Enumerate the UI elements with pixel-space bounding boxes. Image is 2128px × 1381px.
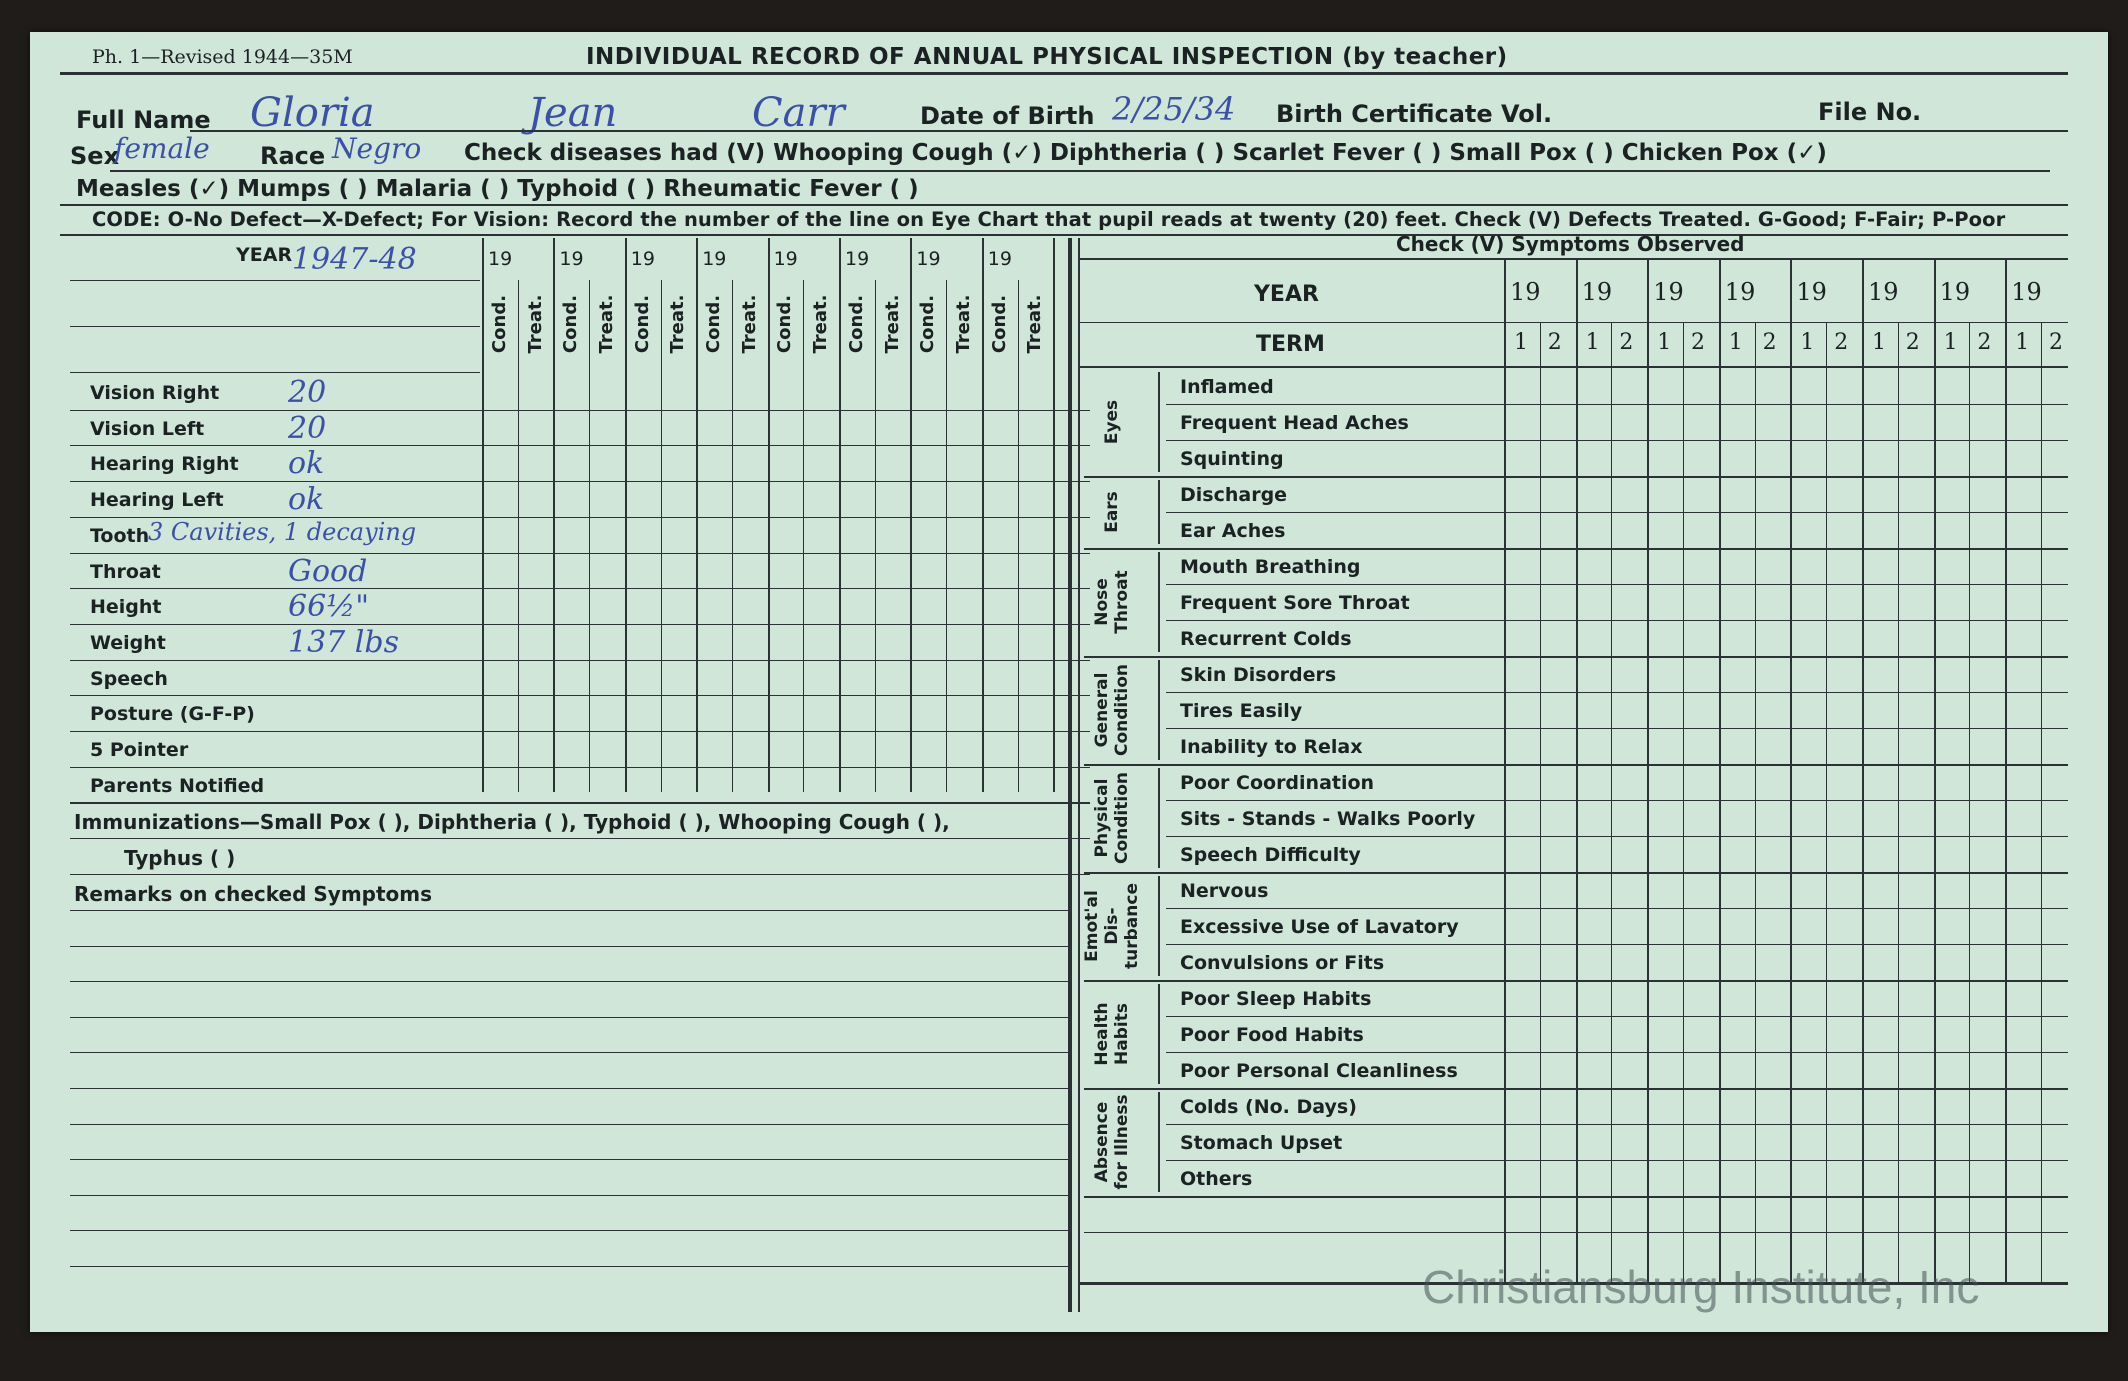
symptom-rule: [1084, 656, 2068, 658]
sex-value: female: [114, 132, 210, 165]
left-year-value: 1947-48: [292, 242, 417, 277]
row-label: Hearing Right: [90, 453, 239, 476]
right-col-year: 19: [1581, 278, 1613, 306]
group-separator: [1158, 768, 1160, 868]
symptom-rule: [1084, 1232, 2068, 1233]
row-label: Height: [90, 596, 162, 619]
symptom-item: Skin Disorders: [1180, 664, 1337, 686]
row-rule: [70, 481, 1090, 482]
remark-line: [70, 1088, 1070, 1089]
symptom-rule: [1166, 1160, 2068, 1161]
title-rule: [60, 72, 2068, 75]
symptom-rule: [1166, 728, 2068, 729]
left-col-mid-divider: [803, 280, 804, 792]
row-value: ok: [288, 446, 325, 482]
symptom-group-label: General Condition: [1092, 664, 1132, 756]
cond-header: Cond.: [774, 294, 796, 354]
left-col-divider: [1053, 238, 1055, 792]
remark-line: [70, 1159, 1070, 1160]
right-col-divider: [1719, 260, 1721, 1282]
left-col-year: 19: [916, 248, 941, 270]
symptom-item: Speech Difficulty: [1180, 844, 1361, 866]
right-col-mid-divider: [1969, 322, 1970, 1282]
right-top-rule: [1078, 258, 2068, 260]
code-line: CODE: O-No Defect—X-Defect; For Vision: Record the number of the line on Eye Chart that pupil reads at twenty (20) feet. Check (V) Defects Treated. G-Good; F-Fair; P-Poor: [92, 208, 2006, 231]
symptom-group-label: Absence for Illness: [1092, 1094, 1132, 1190]
symptom-item: Excessive Use of Lavatory: [1180, 916, 1459, 938]
year-term-rule: [1078, 322, 1540, 323]
cond-header: Cond.: [703, 294, 725, 354]
remark-line: [70, 1230, 1070, 1231]
cond-header: Cond.: [488, 294, 510, 354]
cond-header: Cond.: [631, 294, 653, 354]
name-rule: [190, 130, 2068, 132]
symptom-group-label: Eyes: [1102, 399, 1122, 445]
symptom-group-label: Emot'al Dis-turbance: [1082, 883, 1142, 969]
left-rule: [70, 326, 480, 327]
treat-header: Treat.: [524, 294, 546, 354]
row-label: Parents Notified: [90, 774, 265, 797]
symptom-rule: [1084, 872, 2068, 874]
row-label: Weight: [90, 631, 166, 654]
row-label: Hearing Left: [90, 489, 224, 512]
row-value: Good: [288, 553, 368, 589]
right-col-divider: [1934, 260, 1936, 1282]
symptom-rule: [1084, 764, 2068, 766]
sex-label: Sex: [70, 142, 120, 170]
symptom-rule: [1166, 1124, 2068, 1125]
row-rule: [70, 588, 1090, 589]
left-col-mid-divider: [1018, 280, 1019, 792]
remark-line: [70, 910, 1070, 911]
term-2: 2: [1834, 330, 1849, 355]
right-col-divider: [2005, 260, 2007, 1282]
left-col-divider: [482, 238, 484, 792]
symptom-item: Nervous: [1180, 880, 1269, 902]
left-col-divider: [982, 238, 984, 792]
left-year-label: YEAR: [236, 244, 293, 266]
treat-header: Treat.: [952, 294, 974, 354]
immun-rule: [70, 874, 1090, 875]
symptom-rule: [1166, 404, 2068, 405]
left-col-mid-divider: [661, 280, 662, 792]
right-col-year: 19: [2011, 278, 2042, 306]
dob-label: Date of Birth: [920, 102, 1095, 130]
left-col-year: 19: [845, 248, 870, 270]
right-col-divider: [1647, 260, 1649, 1282]
dob-value: 2/25/34: [1112, 90, 1236, 128]
row-value: 137 lbs: [288, 624, 399, 660]
remark-line: [70, 946, 1070, 947]
left-col-mid-divider: [732, 280, 733, 792]
term-2: 2: [2049, 330, 2063, 355]
treat-header: Treat.: [738, 294, 760, 354]
code-rule: [60, 234, 2068, 236]
left-col-mid-divider: [946, 280, 947, 792]
file-no-label: File No.: [1818, 98, 1922, 126]
group-separator: [1158, 372, 1160, 472]
left-col-mid-divider: [589, 280, 590, 792]
left-rule: [70, 280, 480, 281]
symptom-group-label: Physical Condition: [1092, 772, 1132, 864]
remark-line: [70, 1052, 1070, 1053]
symptom-rule: [1166, 1016, 2068, 1017]
left-col-year: 19: [488, 248, 513, 270]
left-col-year: 19: [559, 248, 584, 270]
left-col-mid-divider: [875, 280, 876, 792]
symptom-item: Poor Food Habits: [1180, 1024, 1364, 1046]
right-year-label: YEAR: [1254, 282, 1319, 307]
symptom-item: Poor Sleep Habits: [1180, 988, 1372, 1010]
symptom-rule: [1166, 620, 2068, 621]
symptom-item: Frequent Head Aches: [1180, 412, 1409, 434]
term-1: 1: [2015, 330, 2030, 355]
remark-line: [70, 1195, 1070, 1196]
right-col-mid-divider: [1611, 322, 1612, 1282]
right-col-year: 19: [1868, 278, 1899, 306]
group-separator: [1158, 480, 1160, 544]
left-rule: [70, 372, 480, 373]
row-label: Tooth: [90, 524, 150, 547]
check-symptoms-header: Check (V) Symptoms Observed: [1396, 232, 1745, 256]
remark-line: [70, 1124, 1070, 1125]
symptom-rule: [1166, 908, 2068, 909]
immun-rule: [70, 838, 1090, 839]
term-rule: [1078, 366, 2068, 368]
symptom-item: Inability to Relax: [1180, 736, 1363, 758]
rows-end-rule: [70, 802, 1090, 804]
left-col-year: 19: [630, 248, 655, 270]
watermark: Christiansburg Institute, Inc: [1422, 1261, 1980, 1313]
symptom-rule: [1084, 1088, 2068, 1090]
birth-cert-label: Birth Certificate Vol.: [1276, 100, 1553, 128]
left-col-divider: [696, 238, 698, 792]
year-term-rule: [1504, 322, 2068, 323]
full-name-label: Full Name: [76, 106, 211, 134]
symptom-item: Stomach Upset: [1180, 1132, 1343, 1154]
symptom-rule: [1084, 476, 2068, 478]
row-label: Vision Left: [90, 417, 205, 440]
remark-line: [70, 981, 1070, 982]
term-2: 2: [1547, 330, 1562, 355]
immunizations-line-1: Immunizations—Small Pox ( ), Diphtheria ( ), Typhoid ( ), Whooping Cough ( ),: [74, 810, 950, 834]
right-col-mid-divider: [1683, 322, 1684, 1282]
left-col-divider: [768, 238, 770, 792]
symptom-group-label: Nose Throat: [1092, 570, 1132, 634]
right-col-year: 19: [1653, 278, 1684, 306]
record-card: [30, 32, 2108, 1332]
treat-header: Treat.: [881, 294, 903, 354]
row-rule: [70, 660, 1090, 661]
left-col-year: 19: [773, 248, 798, 270]
symptom-rule: [1084, 1196, 2068, 1198]
symptom-rule: [1166, 440, 2068, 441]
race-label: Race: [260, 142, 326, 170]
term-1: 1: [1872, 330, 1886, 355]
right-col-divider: [1504, 260, 1506, 1282]
term-2: 2: [1619, 330, 1634, 355]
left-col-mid-divider: [518, 280, 519, 792]
treat-header: Treat.: [595, 294, 617, 354]
row-value: 3 Cavities, 1 decaying: [148, 517, 417, 546]
term-1: 1: [1657, 330, 1672, 355]
right-col-mid-divider: [1540, 322, 1541, 1282]
row-rule: [70, 553, 1090, 554]
cond-header: Cond.: [988, 294, 1010, 354]
sex-rule: [110, 170, 2050, 172]
left-col-divider: [553, 238, 555, 792]
term-2: 2: [1691, 330, 1705, 355]
row-rule: [70, 445, 1090, 446]
row-value: 20: [288, 375, 327, 410]
name-first: Gloria: [250, 90, 375, 136]
row-rule: [70, 624, 1090, 625]
term-2: 2: [1905, 330, 1920, 355]
term-1: 1: [1514, 330, 1528, 355]
right-col-mid-divider: [1755, 322, 1756, 1282]
term-1: 1: [1943, 330, 1958, 355]
left-col-divider: [625, 238, 627, 792]
row-rule: [70, 731, 1090, 732]
right-col-divider: [1862, 260, 1864, 1282]
symptom-item: Others: [1180, 1168, 1253, 1190]
symptom-rule: [1166, 800, 2068, 801]
symptom-rule: [1166, 1052, 2068, 1053]
symptom-item: Inflamed: [1180, 376, 1274, 398]
row-rule: [70, 410, 1090, 411]
form-title: INDIVIDUAL RECORD OF ANNUAL PHYSICAL INSPECTION (by teacher): [586, 44, 1508, 70]
group-separator: [1158, 1092, 1160, 1192]
right-col-year: 19: [1939, 278, 1971, 306]
term-1: 1: [1585, 330, 1600, 355]
immunizations-line-2: Typhus ( ): [124, 846, 236, 870]
term-1: 1: [1728, 330, 1743, 355]
group-separator: [1158, 552, 1160, 652]
symptom-item: Frequent Sore Throat: [1180, 592, 1410, 614]
symptom-item: Convulsions or Fits: [1180, 952, 1385, 974]
right-col-mid-divider: [1826, 322, 1827, 1282]
remarks-label: Remarks on checked Symptoms: [74, 882, 433, 906]
left-col-year: 19: [702, 248, 727, 270]
treat-header: Treat.: [810, 294, 832, 354]
treat-header: Treat.: [667, 294, 689, 354]
center-divider-2: [1078, 238, 1080, 1312]
right-col-divider: [1790, 260, 1792, 1282]
remark-line: [70, 1017, 1070, 1018]
symptom-rule: [1084, 980, 2068, 982]
group-separator: [1158, 984, 1160, 1084]
symptom-rule: [1166, 584, 2068, 585]
symptom-item: Poor Personal Cleanliness: [1180, 1060, 1458, 1082]
group-separator: [1158, 876, 1160, 976]
symptom-item: Sits - Stands - Walks Poorly: [1180, 808, 1476, 830]
diseases-line-2: Measles (✓) Mumps ( ) Malaria ( ) Typhoid ( ) Rheumatic Fever ( ): [76, 176, 919, 202]
symptom-item: Recurrent Colds: [1180, 628, 1352, 650]
cond-header: Cond.: [560, 294, 582, 354]
row-value: ok: [288, 482, 325, 518]
measles-rule: [60, 204, 2068, 206]
row-label: Throat: [90, 560, 161, 583]
symptom-item: Tires Easily: [1180, 700, 1303, 722]
row-rule: [70, 767, 1090, 768]
right-term-label: TERM: [1256, 332, 1325, 357]
symptom-rule: [1166, 692, 2068, 693]
right-col-year: 19: [1510, 278, 1541, 306]
symptom-item: Ear Aches: [1180, 520, 1286, 542]
race-value: Negro: [332, 132, 422, 165]
row-label: Posture (G-F-P): [90, 703, 255, 726]
cond-header: Cond.: [845, 294, 867, 354]
row-value: 66½": [288, 589, 370, 625]
left-col-divider: [910, 238, 912, 792]
symptom-rule: [1166, 836, 2068, 837]
row-label: Speech: [90, 667, 168, 690]
symptom-group-label: Health Habits: [1092, 1002, 1132, 1066]
symptom-rule: [1166, 944, 2068, 945]
symptom-item: Poor Coordination: [1180, 772, 1375, 794]
row-value: 20: [288, 410, 327, 446]
right-col-year: 19: [1724, 278, 1756, 306]
left-col-divider: [839, 238, 841, 792]
treat-header: Treat.: [1024, 294, 1046, 354]
term-1: 1: [1800, 330, 1815, 355]
form-number: Ph. 1—Revised 1944—35M: [92, 46, 353, 68]
symptom-rule: [1166, 512, 2068, 513]
diseases-line-1: Check diseases had (V) Whooping Cough (✓) Diphtheria ( ) Scarlet Fever ( ) Small Pox ( ) Chicken Pox (✓): [464, 140, 1827, 166]
row-label: Vision Right: [90, 382, 220, 404]
term-2: 2: [1977, 330, 1992, 355]
symptom-item: Colds (No. Days): [1180, 1096, 1357, 1118]
left-col-year: 19: [987, 248, 1012, 270]
term-2: 2: [1762, 330, 1777, 355]
symptom-item: Squinting: [1180, 448, 1284, 470]
symptom-item: Discharge: [1180, 484, 1288, 506]
cond-header: Cond.: [917, 294, 939, 354]
right-col-divider: [1576, 260, 1578, 1282]
symptom-rule: [1084, 548, 2068, 550]
right-col-year: 19: [1796, 278, 1827, 306]
group-separator: [1158, 660, 1160, 760]
row-label: 5 Pointer: [90, 739, 189, 761]
remark-line: [70, 1266, 1070, 1267]
right-col-mid-divider: [1898, 322, 1899, 1282]
symptom-item: Mouth Breathing: [1180, 556, 1361, 578]
name-last: Carr: [752, 90, 845, 136]
right-col-mid-divider: [2041, 322, 2042, 1282]
row-rule: [70, 695, 1090, 696]
symptom-group-label: Ears: [1102, 491, 1122, 533]
center-divider: [1068, 238, 1072, 1312]
name-middle: Jean: [528, 90, 618, 136]
